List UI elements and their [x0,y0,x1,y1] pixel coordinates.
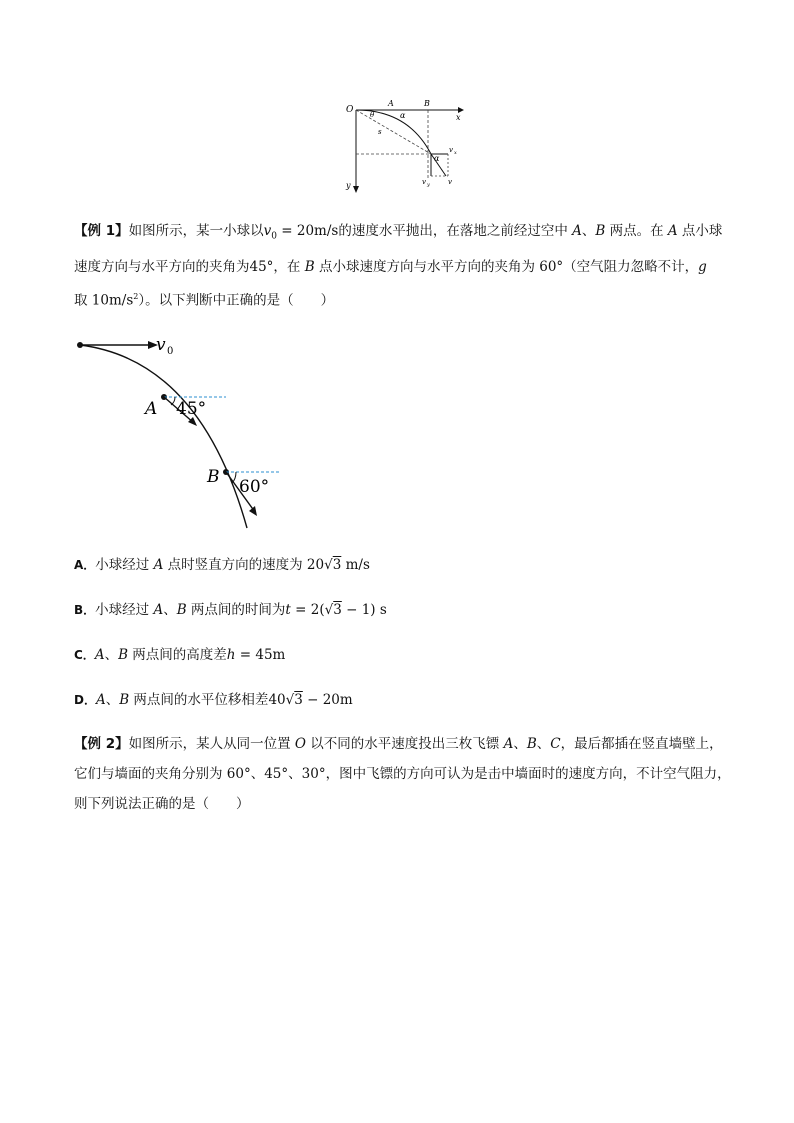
sqrt-symbol: √ [324,557,333,573]
text-segment: 两点。在 [605,223,668,239]
separator: 、 [536,736,551,752]
label-v: v [448,178,452,186]
separator: 、 [163,602,177,618]
text-segment: 如图所示，某人从同一位置 [128,736,295,752]
point-b: B [304,258,315,275]
point-b: B [595,223,606,239]
text-segment: 小球经过 [95,602,154,618]
label-theta: θ [370,111,375,119]
point-b: B [118,647,128,663]
separator: 、 [581,223,596,239]
text-segment: 两点间的水平位移相差 [129,692,269,708]
point-a: A [153,602,164,618]
point-a: A [667,223,678,239]
label-vy-sub: y [427,182,430,188]
point-a: A [572,223,582,239]
angle-b-label: 60° [239,477,270,497]
radicand: 3 [294,692,303,708]
label-x: x [456,113,461,122]
text-segment: 如图所示，某一小球以 [128,223,264,239]
text-segment: 以不同的水平速度投出三枚飞镖 [305,736,504,752]
option-b[interactable] [74,600,387,620]
separator: 、 [513,736,527,752]
example-2-question [74,729,734,819]
option-letter: A． [74,558,96,572]
equation: = 45m [235,647,286,663]
point-b-label: B [207,467,220,487]
label-vy: v [422,178,426,186]
v0-symbol: v [263,223,272,239]
label-alpha-top: α [400,111,406,120]
separator: 、 [104,647,119,663]
text-segment: 小球经过 [95,557,154,573]
unit: m/s [341,557,370,573]
option-letter: D． [74,693,96,707]
angle-a-label: 45° [176,399,207,419]
text-segment: 点小球速度方向与水平方向的夹角为45°，在 [74,223,723,275]
text-segment: ，最后都插在竖直墙壁上，它们与墙面的夹角分别为 60°、45°、30°，图中飞镖的方向可认为是击中墙面时的速度方向，不计空气阻力，则下列说法正确的是（ ） [74,736,731,812]
label-s: s [378,128,382,136]
v0-value: = 20m/s [276,223,339,239]
point-b: B [176,602,187,618]
option-d[interactable] [74,690,353,710]
text-segment: ）。以下判断中正确的是（ ） [138,292,335,309]
h-symbol: h [226,647,236,663]
point-a-label: A [145,399,158,419]
radicand: 3 [333,602,342,618]
text-segment: 点时竖直方向的速度为 20 [163,557,325,573]
equation: − 1) s [341,602,387,618]
example-2-tag: 【例 2】 [74,736,129,752]
point-b: B [119,692,130,708]
text-segment: 的速度水平抛出，在落地之前经过空中 [338,223,573,239]
example-1-tag: 【例 1】 [74,223,129,239]
option-letter: C． [74,648,95,662]
text-segment: 两点间的时间为 [186,602,286,618]
label-alpha-bottom: α [434,154,440,163]
g-symbol: g [698,258,707,275]
point-b-arrowhead-icon [249,506,257,516]
trajectory-figure [70,330,290,530]
label-vx-sub: x [454,150,457,156]
option-c[interactable] [74,645,285,665]
sqrt-symbol: √ [324,602,334,618]
projectile-coordinate-diagram [338,94,468,198]
option-a[interactable] [74,555,370,575]
separator: 、 [105,692,120,708]
label-O: O [346,105,354,115]
point-a: A [153,557,164,573]
v0-subscript: 0 [271,231,277,242]
text-segment: 两点间的高度差 [127,647,227,663]
example-1-question [74,216,734,315]
dart-b: B [526,736,537,752]
dart-a: A [503,736,514,752]
option-letter: B． [74,603,96,617]
sqrt-symbol: √ [285,692,295,708]
label-B: B [424,99,430,108]
text-segment: 取 10m/s [74,292,134,309]
equation: − 20m [302,692,353,708]
superscript: 2 [133,291,139,301]
y-axis-arrow-icon [353,186,359,193]
radicand: 3 [332,557,342,573]
point-a: A [94,647,105,663]
v0-label: v [156,335,166,355]
label-y: y [346,181,351,190]
label-vx: v [449,146,453,154]
displacement-line [356,110,431,154]
equation: = 2( [290,602,325,618]
trajectory-curve [80,345,247,528]
text-segment: 点小球速度方向与水平方向的夹角为 60°（空气阻力忽略不计， [314,258,699,275]
label-A: A [388,99,394,108]
equation: 40 [268,692,286,708]
point-o: O [294,736,306,752]
v0-label-subscript: 0 [167,346,174,357]
t-symbol: t [285,602,291,618]
point-a: A [95,692,106,708]
dart-c: C [550,736,561,752]
